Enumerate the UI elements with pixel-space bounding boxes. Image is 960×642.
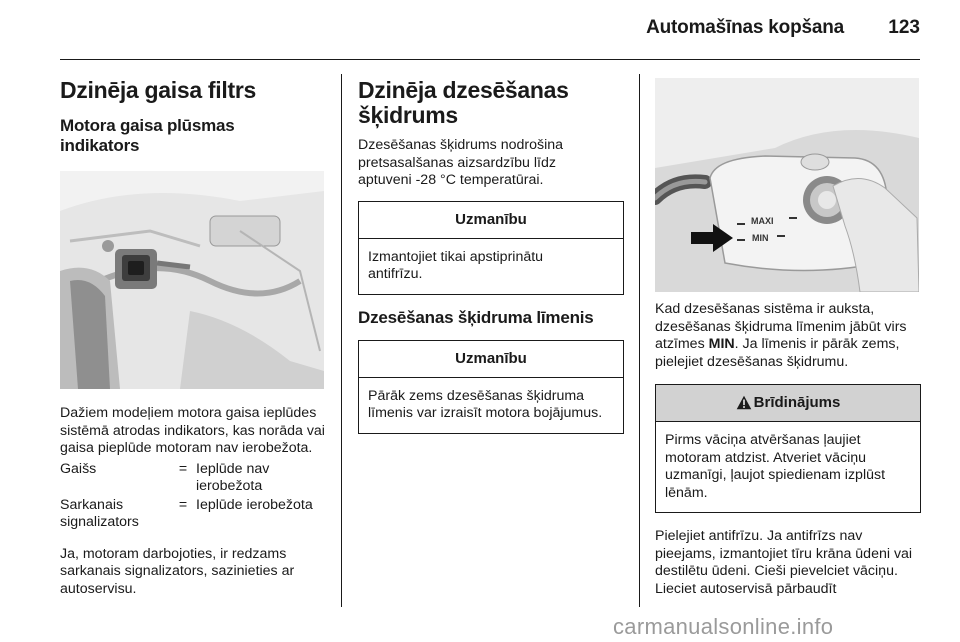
- column-coolant: [358, 78, 624, 434]
- min-mark-label: MIN: [752, 233, 769, 243]
- warning-triangle-icon: [736, 388, 752, 424]
- caution-text: Izmantojiet tikai apstiprinātu antifrīzu.: [368, 248, 544, 282]
- coolant-reservoir-photo: [655, 78, 919, 292]
- text-run: Kad dzesēšanas sistēma ir auksta, dzesēšanas šķidruma līmenim jābūt virs atzīmes: [655, 301, 907, 352]
- section-heading-coolant: Dzinēja dzesēšanas šķidrums: [358, 77, 569, 128]
- indicator-definition-table: [60, 461, 328, 532]
- watermark: carmanualsonline.info: [613, 614, 834, 639]
- header-divider: [60, 59, 920, 60]
- definition-separator: =: [178, 496, 188, 513]
- definition-value: Ieplūde nav ierobežota: [196, 460, 270, 494]
- column-coolant-level: [655, 78, 921, 598]
- page-number: 123: [888, 17, 920, 38]
- warning-title: Brīdinājums: [753, 394, 841, 411]
- caution-title: Uzmanību: [359, 202, 623, 239]
- engine-air-indicator-photo: [60, 171, 324, 389]
- definition-separator: =: [178, 460, 188, 477]
- coolant-intro: Dzesēšanas šķidrums nodrošina pretsasalšanas aizsardzību līdz aptuveni -28 °C temperatūrai.: [358, 137, 564, 188]
- section-heading-air-filter: Dzinēja gaisa filtrs: [60, 77, 256, 103]
- definition-value: Ieplūde ierobežota: [196, 496, 313, 513]
- subheading-airflow-indicator: Motora gaisa plūsmas indikators: [60, 116, 235, 155]
- warning-header: [656, 385, 920, 422]
- definition-term: Sarkanais signalizators: [60, 496, 139, 530]
- subheading-coolant-level: Dzesēšanas šķidruma līmenis: [358, 307, 594, 327]
- caution-title: Uzmanību: [359, 341, 623, 378]
- definition-term: Gaišs: [60, 460, 97, 477]
- caution-box-antifreeze: [358, 201, 624, 295]
- min-mark-reference: MIN: [708, 336, 735, 352]
- airflow-indicator-intro: Dažiem modeļiem motora gaisa ieplūdes sistēmā atrodas indikators, kas norāda vai gaisa pieplūde motoram nav ierobežota.: [60, 405, 325, 456]
- text-run: . Ja līmenis ir pārāk zems, pielejiet dzesēšanas šķidrumu.: [655, 336, 900, 370]
- caution-box-low-level: [358, 340, 624, 434]
- coolant-level-instruction: [655, 301, 921, 371]
- caution-text: Pārāk zems dzesēšanas šķidruma līmenis var izraisīt motora bojājumus.: [368, 387, 603, 421]
- column-air-filter: [60, 78, 328, 598]
- column-divider-1: [341, 74, 342, 607]
- antifreeze-refill-instruction: Pielejiet antifrīzu. Ja antifrīzs nav pieejams, izmantojiet tīru krāna ūdeni vai destilētu ūdeni. Cieši pievelciet vāciņu. Lieciet autoservisā pārbaudīt: [655, 528, 913, 597]
- warning-text: Pirms vāciņa atvēršanas ļaujiet motoram atdzist. Atveriet vāciņu uzmanīgi, ļaujot spiedienam izplūst lēnām.: [665, 432, 886, 501]
- column-divider-2: [639, 74, 640, 607]
- warning-box: [655, 384, 921, 513]
- red-indicator-instruction: Ja, motoram darbojoties, ir redzams sarkanais signalizators, sazinieties ar autoservisu.: [60, 545, 295, 597]
- running-header-title: Automašīnas kopšana: [646, 17, 844, 38]
- max-mark-label: MAXI: [751, 216, 774, 226]
